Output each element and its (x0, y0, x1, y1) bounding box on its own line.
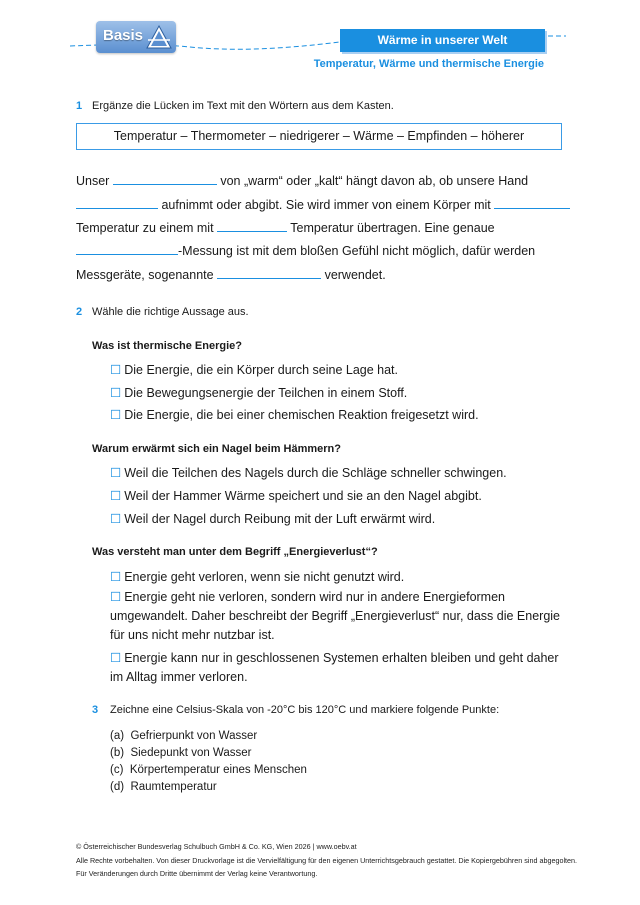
cloze-line-3 (76, 219, 495, 235)
question-1: Was ist thermische Energie? (92, 340, 242, 352)
question-2: Warum erwärmt sich ein Nagel beim Hämmern? (92, 443, 341, 455)
list-item (110, 747, 251, 759)
list-item (110, 781, 217, 793)
cloze-line-4 (76, 242, 535, 258)
cloze-text: von „warm“ oder „kalt“ hängt davon ab, ob unsere Hand (220, 174, 529, 188)
cloze-text: Messgeräte, sogenannte (76, 268, 214, 282)
option-checkbox[interactable] (110, 407, 479, 422)
option-text: Die Energie, die bei einer chemischen Reaktion freigesetzt wird. (124, 408, 479, 422)
option-text: Die Energie, die ein Körper durch seine Lage hat. (124, 363, 399, 377)
blank-field[interactable] (217, 266, 321, 279)
cloze-text: verwendet. (324, 268, 386, 282)
blank-field[interactable] (217, 219, 287, 232)
item-label: (a) (110, 730, 125, 742)
checkbox-icon[interactable]: ☐ (110, 489, 122, 503)
cloze-line-2 (76, 196, 570, 212)
cloze-text: Temperatur zu einem mit (76, 221, 214, 235)
checkbox-icon[interactable]: ☐ (110, 408, 122, 422)
option-checkbox[interactable] (110, 588, 560, 645)
cloze-text: aufnimmt oder abgibt. Sie wird immer von einem Körper mit (161, 198, 491, 212)
task3-number: 3 (92, 704, 99, 716)
option-text: Weil der Hammer Wärme speichert und sie an den Nagel abgibt. (124, 489, 482, 503)
option-checkbox[interactable] (110, 362, 398, 377)
checkbox-icon[interactable]: ☐ (110, 570, 122, 584)
task2-instruction: Wähle die richtige Aussage aus. (92, 306, 249, 318)
blank-field[interactable] (76, 242, 178, 255)
option-text: Die Bewegungsenergie der Teilchen in einem Stoff. (124, 386, 408, 400)
blank-field[interactable] (113, 172, 217, 185)
item-label: (d) (110, 781, 125, 793)
blank-field[interactable] (494, 196, 570, 209)
option-checkbox[interactable] (110, 488, 482, 503)
item-text: Gefrierpunkt von Wasser (130, 730, 258, 742)
cloze-line-5 (76, 266, 386, 282)
cloze-text: Temperatur übertragen. Eine genaue (290, 221, 495, 235)
checkbox-icon[interactable]: ☐ (110, 590, 122, 604)
blank-field[interactable] (76, 196, 158, 209)
option-text: Weil der Nagel durch Reibung mit der Luft erwärmt wird. (124, 512, 436, 526)
cloze-line-1 (76, 172, 528, 188)
task1-number: 1 (76, 100, 83, 112)
footer-disclaimer: Für Veränderungen durch Dritte übernimmt der Verlag keine Verantwortung. (76, 869, 318, 878)
option-checkbox[interactable] (110, 511, 435, 526)
triangle-logo-icon (146, 24, 172, 50)
item-text: Raumtemperatur (130, 781, 217, 793)
option-text: Energie geht nie verloren, sondern wird nur in andere Energieformen umgewandelt. Daher beschreibt der Begriff „Energieverlust“ nur, dass die Energie für uns nicht mehr nutzbar ist. (110, 590, 561, 642)
checkbox-icon[interactable]: ☐ (110, 466, 122, 480)
option-checkbox[interactable] (110, 385, 407, 400)
option-text: Weil die Teilchen des Nagels durch die Schläge schneller schwingen. (124, 466, 507, 480)
task1-instruction: Ergänze die Lücken im Text mit den Wörtern aus dem Kasten. (92, 100, 394, 112)
worksheet-subtitle: Temperatur, Wärme und thermische Energie (313, 58, 544, 70)
option-text: Energie geht verloren, wenn sie nicht genutzt wird. (124, 570, 405, 584)
checkbox-icon[interactable]: ☐ (110, 386, 122, 400)
item-text: Siedepunkt von Wasser (130, 747, 252, 759)
task3-instruction: Zeichne eine Celsius-Skala von -20°C bis 120°C und markiere folgende Punkte: (110, 704, 500, 716)
checkbox-icon[interactable]: ☐ (110, 651, 122, 665)
option-checkbox[interactable] (110, 569, 404, 584)
question-3: Was versteht man unter dem Begriff „Energieverlust“? (92, 546, 378, 558)
item-label: (b) (110, 747, 125, 759)
cloze-text: Unser (76, 174, 110, 188)
option-text: Energie kann nur in geschlossenen Systemen erhalten bleiben und geht daher im Alltag immer verloren. (110, 651, 559, 684)
word-box: Temperatur – Thermometer – niedrigerer – Wärme – Empfinden – höherer (76, 123, 562, 150)
task2-number: 2 (76, 306, 83, 318)
checkbox-icon[interactable]: ☐ (110, 512, 122, 526)
worksheet-title-banner: Wärme in unserer Welt (340, 29, 545, 52)
footer-rights: Alle Rechte vorbehalten. Von dieser Druckvorlage ist die Vervielfältigung für den eigenen Unterrichtsgebrauch gestattet. Die Kopiergebühren sind abgegolten. (76, 856, 578, 865)
basis-logo (96, 21, 176, 53)
option-checkbox[interactable] (110, 649, 560, 687)
logo-text: Basis (103, 27, 144, 44)
list-item (110, 730, 257, 742)
list-item (110, 764, 307, 776)
checkbox-icon[interactable]: ☐ (110, 363, 122, 377)
footer-copyright: © Österreichischer Bundesverlag Schulbuch GmbH & Co. KG, Wien 2026 | www.oebv.at (76, 842, 357, 851)
option-checkbox[interactable] (110, 465, 507, 480)
item-text: Körpertemperatur eines Menschen (129, 764, 307, 776)
cloze-text: -Messung ist mit dem bloßen Gefühl nicht möglich, dafür werden (178, 244, 536, 258)
item-label: (c) (110, 764, 124, 776)
